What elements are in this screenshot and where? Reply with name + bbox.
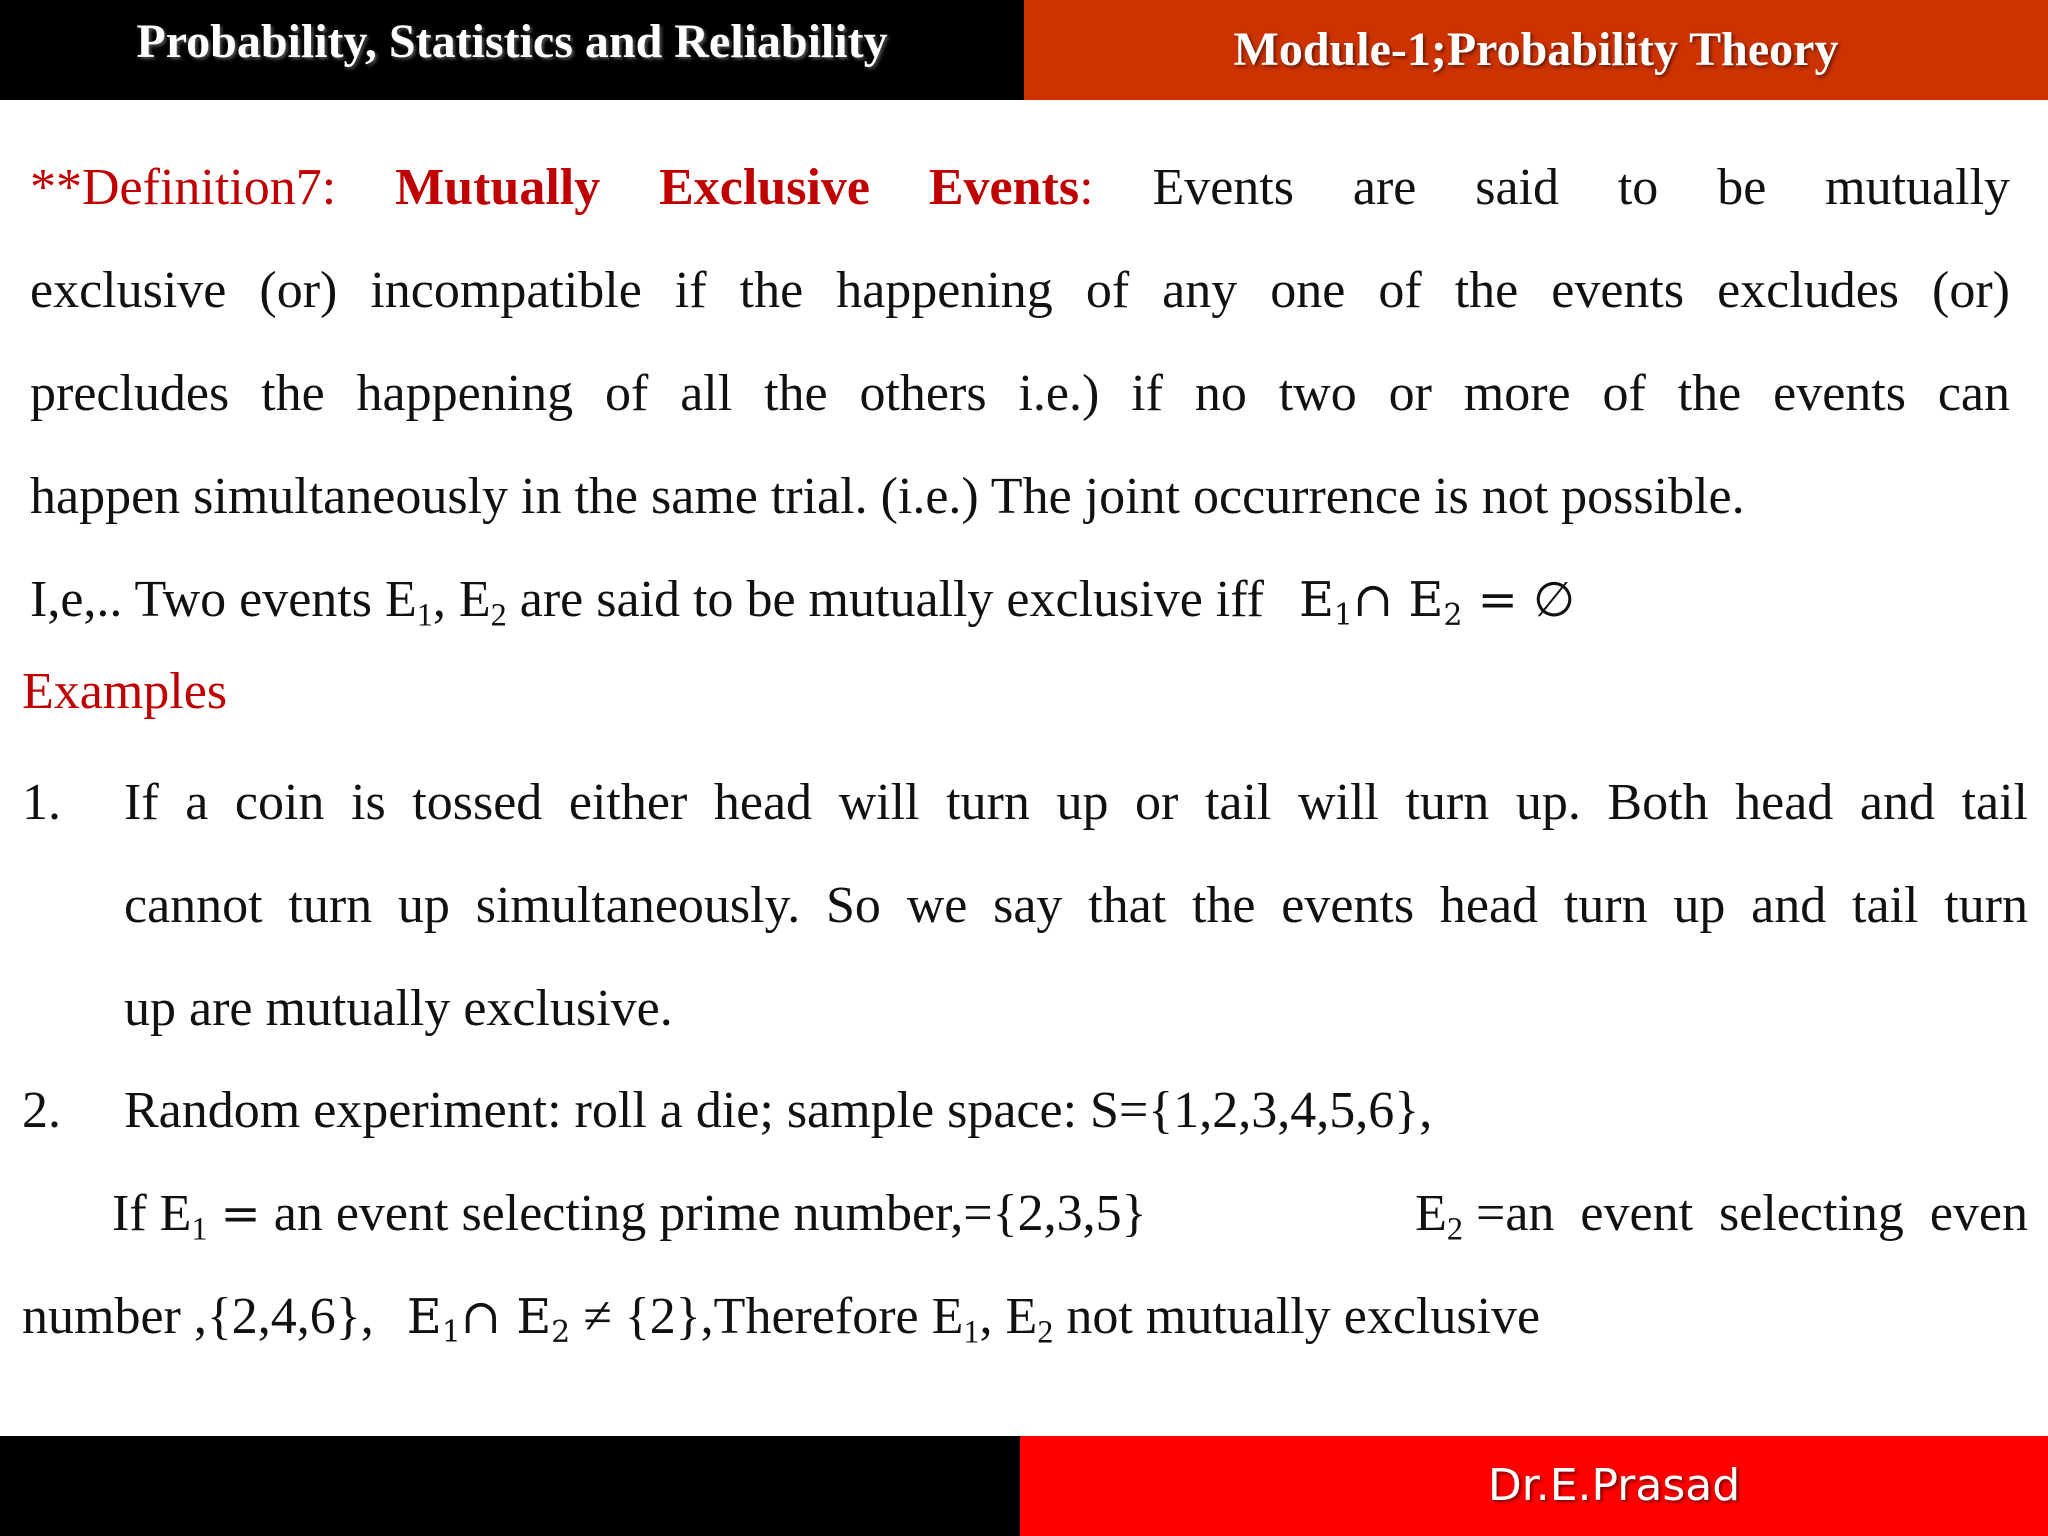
slide-header (0, 0, 2048, 100)
example-1-line-3: up are mutually exclusive. (124, 980, 673, 1037)
not-equal-statement: ≠ {2},Therefore (583, 1288, 919, 1345)
notation-comma: , (432, 571, 446, 628)
example-2-even-event: $E_2 =an$ event selecting even (1415, 1185, 2028, 1247)
footer-left-bar (0, 1436, 1020, 1536)
slide-footer (0, 1436, 2048, 1536)
example-1-number: 1. (22, 774, 61, 831)
example-2-line-3 (22, 1287, 1541, 1350)
examples-heading: Examples (22, 663, 228, 720)
intersection-formula: $E_1\cap$ $E_2$ = ∅ (1298, 572, 1575, 633)
example-2-prime-event: If $E_1$ = an event selecting prime number,={2,3,5} (112, 1185, 1147, 1247)
definition-label: **Definition7: (30, 159, 337, 216)
example-2-events: $E_1$, $E_2$ (931, 1288, 1054, 1350)
definition-colon: : (1079, 159, 1094, 216)
example-1-line-2: cannot turn up simultaneously. So we say that the events head turn up and tail turn (124, 877, 2028, 934)
example-1-line-1: If a coin is tossed either head will turn up or tail will turn up. Both head and tail (124, 774, 2028, 831)
example-2-intersection: $E_1\cap$ $E_2$ (406, 1289, 571, 1350)
example-2-line-2 (112, 1184, 2028, 1247)
definition-line-2: exclusive (or) incompatible if the happening of any one of the events excludes (or) (30, 262, 2010, 319)
event-e1: $E_1$ (385, 571, 433, 633)
definition-line-4: happen simultaneously in the same trial. (i.e.) The joint occurrence is not possible. (30, 468, 1745, 525)
definition-notation-line (30, 570, 1575, 633)
module-title: Module-1;Probability Theory (1024, 0, 2048, 100)
even-set: number ,{2,4,6}, (22, 1288, 374, 1345)
footer-author: Dr.E.Prasad (1020, 1436, 2048, 1536)
course-title: Probability, Statistics and Reliability (0, 0, 1024, 100)
notation-text: are said to be mutually exclusive iff (519, 571, 1264, 628)
conclusion-text: not mutually exclusive (1066, 1288, 1541, 1345)
example-2-number: 2. (22, 1082, 61, 1139)
event-e2: $E_2$ (458, 571, 507, 633)
definition-line-1 (30, 158, 2010, 218)
example-2-line-1: Random experiment: roll a die; sample space: S={1,2,3,4,5,6}, (124, 1082, 1433, 1139)
definition-text: Events are said to be mutually (1152, 159, 2011, 216)
definition-line-3: precludes the happening of all the others i.e.) if no two or more of the events can (30, 365, 2010, 422)
notation-intro: I,e,.. Two events (30, 571, 372, 628)
definition-term: Mutually Exclusive Events (395, 159, 1080, 216)
